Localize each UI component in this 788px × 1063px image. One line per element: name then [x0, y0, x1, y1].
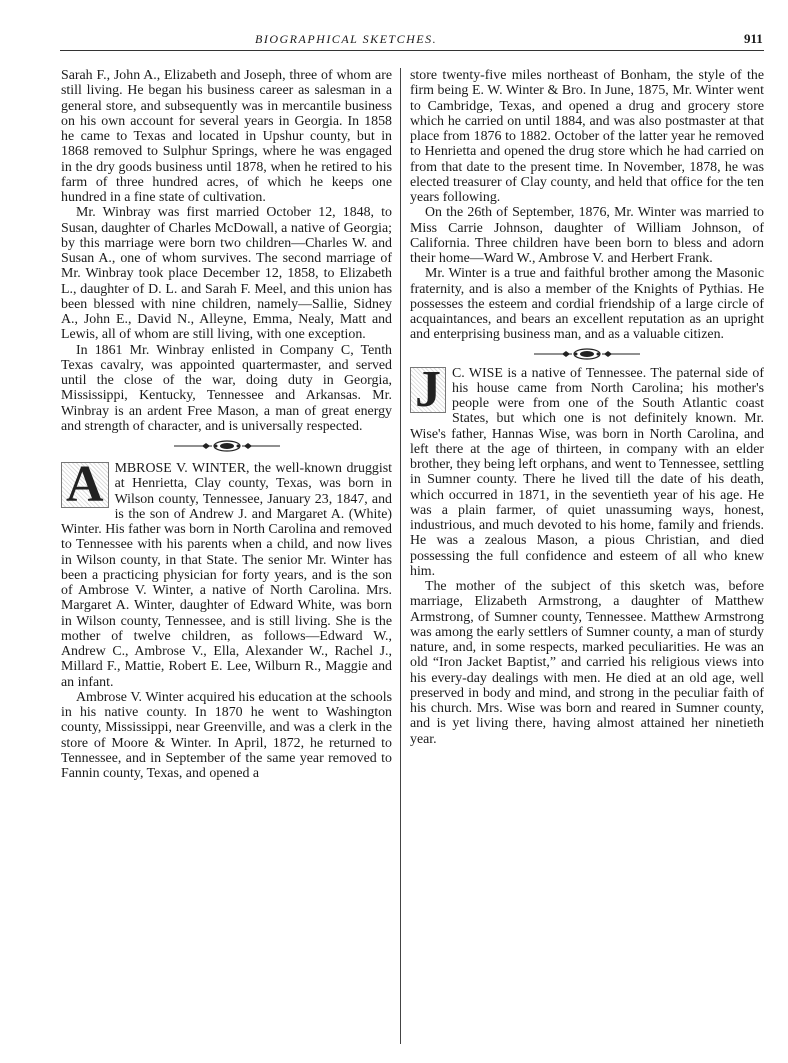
paragraph: store twenty-five miles northeast of Bonham, the style of the firm being E. W. Winter & Bro. In June, 1875, Mr. Winter went to Cambridge, Texas, and opened a drug and grocery store which he carried on until 1884, and was also postmaster at that place from 1876 to 1882. October of the latter year he removed to Henrietta and opened the drug store which he had carried on from that date to the present time. In November, 1878, he was elected treasurer of Clay county, and held that office for the ten years following. — [410, 68, 764, 205]
sketch-text: the well-known druggist at Henrietta, Clay county, Texas, was born in Wilson county, Tennessee, January 23, 1847, and is the son of Andrew J. and Margaret A. (White) Winter. His father was born in North Carolina and removed to Tennessee with his parents when a child, and now lives in Wilson county, in that State. The senior Mr. Winter has been a practicing physician for forty years, and is the son of Ambrose V. Winter, a native of North Carolina. Mrs. Margaret A. Winter, daughter of Edward White, was born in Wilson county, Tennessee, and is still living. She is the mother of twelve children, as follows—Edward W., Andrew C., Ambrose V., Ella, Alexander W., Rachel J., Millard F., Mattie, Robert E. Lee, Wilburn R., Maggie and an infant. — [61, 461, 392, 690]
sketch-subject-name: MBROSE V. WINTER, — [114, 461, 250, 476]
paragraph: Sarah F., John A., Elizabeth and Joseph, three of whom are still living. He began his business career as salesman in a general store, and subsequently was in mercantile business on his own account for several years in Georgia. In 1858 he came to Texas and located in Upshur county, but in 1868 removed to Sulphur Springs, where he was engaged in the dry goods business until 1878, when he retired to his farm of three hundred acres, of which he keeps one hundred in a fine state of cultivation. — [61, 68, 392, 205]
sketch-winter — [61, 456, 392, 690]
column-divider — [400, 68, 401, 1044]
running-head: BIOGRAPHICAL SKETCHES. — [255, 32, 438, 46]
page-number: 911 — [744, 31, 763, 46]
ornament-divider-icon — [172, 440, 282, 452]
paragraph: The mother of the subject of this sketch was, before marriage, Elizabeth Armstrong, a daughter of Matthew Armstrong, of Sumner county, Tennessee. Matthew Armstrong was among the early settlers of Sumner county, a man of sturdy nature, and, in some respects, marked peculiarities. He was an old “Iron Jacket Baptist,” and carried his religious views into his every-day dealings with men. He died at an old age, well preserved in body and mind, and strong in the peculiar faith of his church. Mrs. Wise was born and reared in Sumner county, and is yet living there, having almost attained her ninetieth year. — [410, 579, 764, 747]
paragraph: On the 26th of September, 1876, Mr. Winter was married to Miss Carrie Johnson, daughter of William Johnson, of California. Three children have been born to bless and adorn their home—Ward W., Ambrose V. and Herbert Frank. — [410, 205, 764, 266]
left-column — [61, 68, 392, 781]
header-rule — [60, 50, 764, 51]
dropcap-letter: J — [410, 367, 446, 413]
dropcap-letter: A — [61, 462, 109, 508]
paragraph: Ambrose V. Winter acquired his education at the schools in his native county. In 1870 he went to Washington county, Mississippi, near Greenville, and was a clerk in the store of Moore & Winter. In April, 1872, he returned to Tennessee, and in September of the same year removed to Fannin county, Texas, and opened a — [61, 689, 392, 781]
paragraph: In 1861 Mr. Winbray enlisted in Company C, Tenth Texas cavalry, was appointed quartermaster, and served until the close of the war, doing duty in Georgia, Mississippi, Kentucky, Tennessee and Arkansas. Mr. Winbray is an ardent Free Mason, a man of great energy and strength of character, and is universally respected. — [61, 342, 392, 434]
sketch-text: is a native of Tennessee. The paternal side of his house came from North Carolina; his mother's people were from one of the South Atlantic coast States, but which one is not definitely known. Mr. Wise's father, Hannas Wise, was born in North Carolina, and left there at the age of thirteen, in company with an elder brother, they being left orphans, and went to Tennessee, settling in Sumner county. There he lived till the date of his death, which occurred in 1871, in the seventieth year of his age. He was a plain farmer, of quiet unassuming ways, honest, industrious, and much devoted to his home, family and friends. He was a zealous Mason, a pious Christian, and died possessing the full confidence and esteem of all who knew him. — [410, 365, 764, 579]
sketch-wise — [410, 360, 764, 580]
paragraph: Mr. Winbray was first married October 12, 1848, to Susan, daughter of Charles McDowall, a native of Georgia; by this marriage were born two children—Charles W. and Susan A., one of whom survives. The second marriage of Mr. Winbray took place December 12, 1858, to Elizabeth L., daughter of D. L. and Sarah F. Meel, and this union has been blessed with nine children, namely—Sallie, Sidney A., John E., David N., Alleyne, Emma, Nealy, Matt and Lewis, all of whom are still living, with one exception. — [61, 205, 392, 343]
ornament-divider-icon — [532, 348, 642, 360]
right-column — [410, 68, 764, 747]
sketch-subject-name: C. WISE — [452, 365, 503, 381]
paragraph: Mr. Winter is a true and faithful brother among the Masonic fraternity, and is also a member of the Knights of Pythias. He possesses the esteem and cordial friendship of a large circle of acquaintances, and bears an excellent reputation as an upright and enterprising business man, and as a valuable citizen. — [410, 266, 764, 343]
